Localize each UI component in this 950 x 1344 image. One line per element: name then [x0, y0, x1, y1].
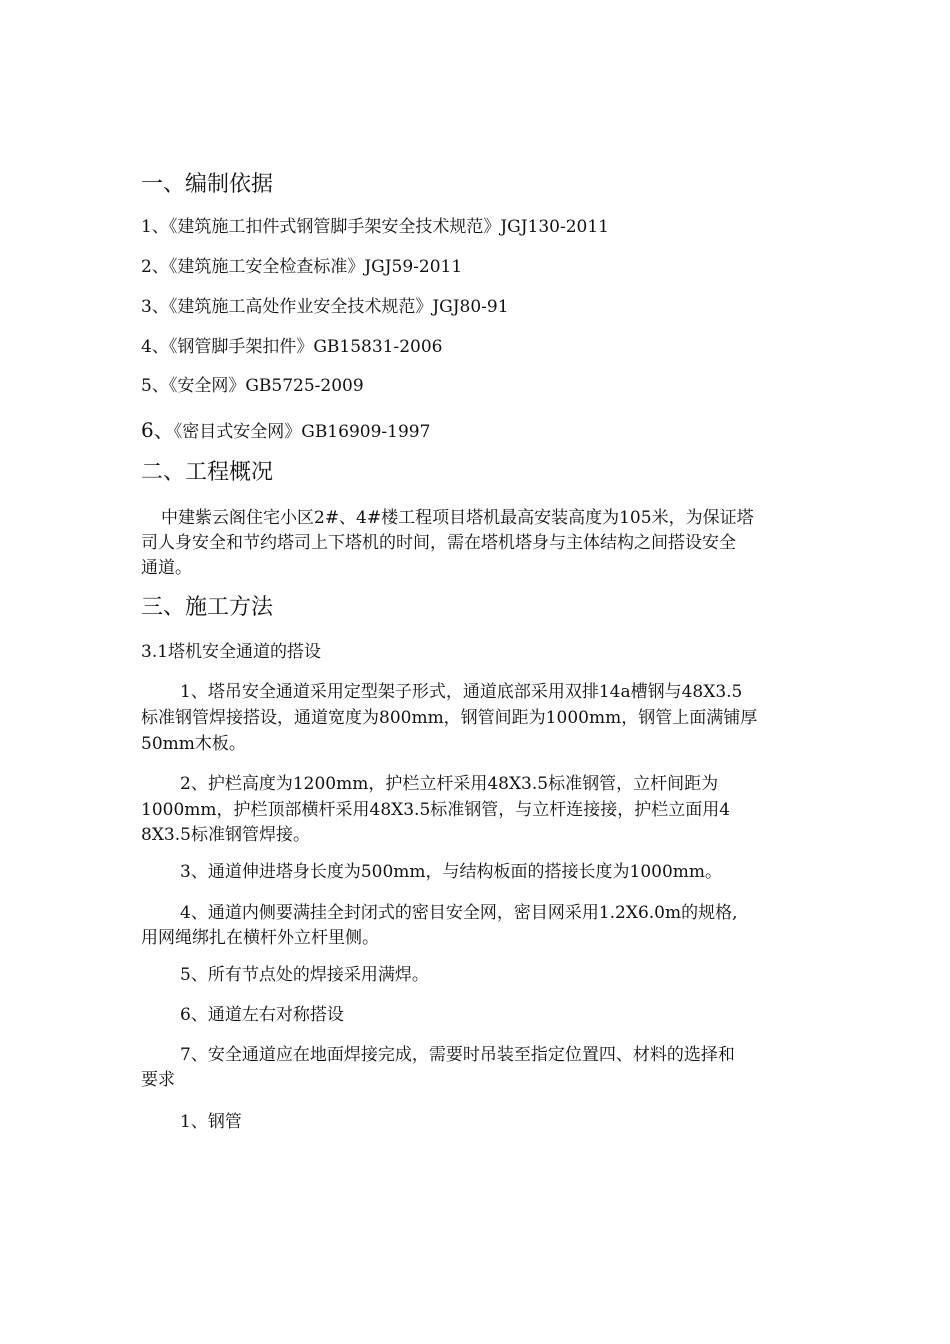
section-heading-basis: 一、编制依据 — [141, 172, 274, 197]
overview-line-1: 中建紫云阁住宅小区2#、4#楼工程项目塔机最高安装高度为105米，为保证塔 — [161, 508, 754, 528]
overview-line-3: 通道。 — [141, 558, 192, 578]
section-heading-method: 三、施工方法 — [141, 595, 274, 620]
method-item-7-line-2: 要求 — [141, 1070, 175, 1090]
reference-item-2: 2、《建筑施工安全检查标准》JGJ59-2011 — [141, 257, 463, 277]
reference-item-3: 3、《建筑施工高处作业安全技术规范》JGJ80-91 — [141, 297, 509, 317]
reference-item-5: 5、《安全网》GB5725-2009 — [141, 376, 364, 396]
method-item-3: 3、通道伸进塔身长度为500mm，与结构板面的搭接长度为1000mm。 — [180, 862, 723, 882]
method-item-2-line-3: 8X3.5标准钢管焊接。 — [141, 825, 310, 845]
method-subtitle: 3.1塔机安全通道的搭设 — [141, 642, 322, 662]
reference-item-6 — [141, 418, 430, 444]
method-item-6: 6、通道左右对称搭设 — [180, 1005, 344, 1025]
method-item-4-line-2: 用网绳绑扎在横杆外立杆里侧。 — [141, 928, 379, 948]
reference-item-4: 4、《钢管脚手架扣件》GB15831-2006 — [141, 337, 443, 357]
method-item-7-line-1: 7、安全通道应在地面焊接完成，需要时吊装至指定位置四、材料的选择和 — [180, 1045, 735, 1065]
overview-line-2: 司人身安全和节约塔司上下塔机的时间，需在塔机塔身与主体结构之间搭设安全 — [141, 533, 736, 553]
method-item-1-line-2: 标准钢管焊接搭设，通道宽度为800mm，钢管间距为1000mm，钢管上面满铺厚 — [141, 708, 758, 728]
method-item-4-line-1: 4、通道内侧要满挂全封闭式的密目安全网，密目网采用1.2X6.0m的规格, — [180, 903, 738, 923]
section-heading-overview: 二、工程概况 — [141, 460, 274, 485]
reference-item-1: 1、《建筑施工扣件式钢管脚手架安全技术规范》JGJ130-2011 — [141, 217, 609, 237]
method-item-5: 5、所有节点处的焊接采用满焊。 — [180, 965, 429, 985]
method-item-2-line-2: 1000mm，护栏顶部横杆采用48X3.5标准钢管，与立杆连接接，护栏立面用4 — [141, 800, 731, 820]
method-item-2-line-1: 2、护栏高度为1200mm，护栏立杆采用48X3.5标准钢管，立杆间距为 — [180, 774, 719, 794]
reference-item-6-text: 《密目式安全网》GB16909-1997 — [173, 422, 431, 442]
method-item-1-line-3: 50mm木板。 — [141, 734, 246, 754]
method-item-1-line-1: 1、塔吊安全通道采用定型架子形式，通道底部采用双排14a槽钢与48X3.5 — [180, 682, 743, 702]
reference-item-6-number: 6、 — [141, 418, 174, 442]
materials-item-1: 1、钢管 — [180, 1112, 242, 1132]
